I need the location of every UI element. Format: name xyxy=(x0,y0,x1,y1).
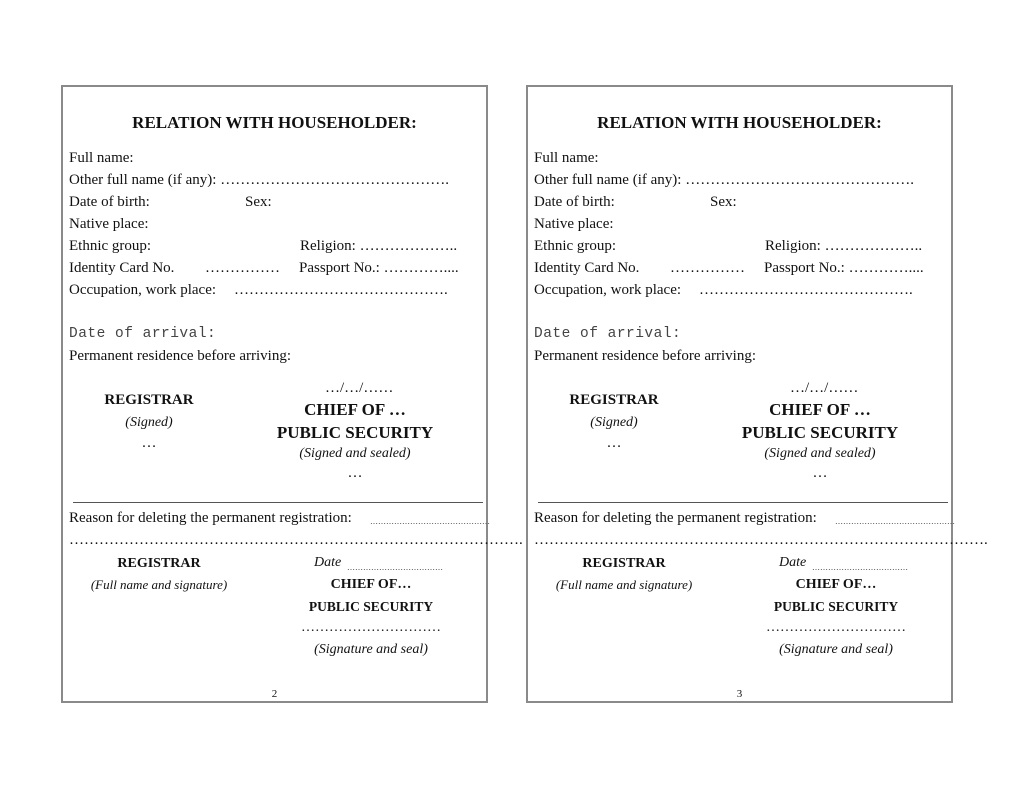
chief-heading-line2: PUBLIC SECURITY xyxy=(276,423,434,442)
deletion-chief-dots: ………………………… xyxy=(766,620,906,635)
other-name-label: Other full name (if any): ………………………………………. xyxy=(534,172,914,188)
deletion-date-dots: ……………………………… xyxy=(812,563,908,572)
deletion-chief-sub: (Signature and seal) xyxy=(779,642,893,657)
deletion-reason-label: Reason for deleting the permanent registration: xyxy=(534,510,817,526)
deletion-date-label: Date xyxy=(314,555,342,570)
deletion-chief-dots: ………………………… xyxy=(301,620,441,635)
id-card-label: Identity Card No. xyxy=(69,260,175,276)
section-divider xyxy=(538,502,948,503)
deletion-chief-line1: CHIEF OF… xyxy=(795,577,877,592)
form-page-left xyxy=(61,85,523,703)
deletion-chief-line1: CHIEF OF… xyxy=(330,577,412,592)
full-name-label: Full name: xyxy=(534,150,599,166)
sex-label: Sex: xyxy=(710,194,737,210)
deletion-reason-dots: ……………………………………… xyxy=(835,517,955,526)
form-title: RELATION WITH HOUSEHOLDER: xyxy=(597,113,882,132)
chief-heading-line1: CHIEF OF … xyxy=(769,400,871,419)
occupation-label: Occupation, work place: xyxy=(69,282,217,298)
passport-label: Passport No.: ………….... xyxy=(299,260,459,276)
deletion-dots-line: ………………………………………………………………………………. xyxy=(69,532,523,548)
registrar-heading: REGISTRAR xyxy=(104,392,194,408)
registrar-ellipsis: … xyxy=(141,435,157,451)
sign-date-line: …/…/…… xyxy=(790,380,859,396)
chief-heading-line2: PUBLIC SECURITY xyxy=(741,423,899,442)
registrar-ellipsis: … xyxy=(606,435,622,451)
id-card-label: Identity Card No. xyxy=(534,260,640,276)
permanent-residence-label: Permanent residence before arriving: xyxy=(69,348,291,364)
form-title: RELATION WITH HOUSEHOLDER: xyxy=(132,113,417,132)
registrar-heading: REGISTRAR xyxy=(569,392,659,408)
id-card-dots: …………… xyxy=(670,260,745,276)
native-place-label: Native place: xyxy=(534,216,614,232)
permanent-residence-label: Permanent residence before arriving: xyxy=(534,348,756,364)
deletion-chief-sub: (Signature and seal) xyxy=(314,642,428,657)
form-page-right xyxy=(526,85,988,703)
dob-label: Date of birth: xyxy=(69,194,150,210)
chief-ellipsis: … xyxy=(812,465,828,481)
religion-label: Religion: ……………….. xyxy=(765,238,923,254)
sign-date-line: …/…/…… xyxy=(325,380,394,396)
occupation-label: Occupation, work place: xyxy=(534,282,682,298)
deletion-chief-line2: PUBLIC SECURITY xyxy=(308,599,434,614)
deletion-registrar-heading: REGISTRAR xyxy=(117,556,201,571)
date-of-arrival-label: Date of arrival: xyxy=(69,326,217,342)
ethnic-group-label: Ethnic group: xyxy=(534,238,617,254)
occupation-dots: ……………………………………. xyxy=(699,282,913,298)
registrar-signed: (Signed) xyxy=(590,415,638,430)
id-card-dots: …………… xyxy=(205,260,280,276)
occupation-dots: ……………………………………. xyxy=(234,282,448,298)
deletion-date-label: Date xyxy=(779,555,807,570)
deletion-reason-label: Reason for deleting the permanent registration: xyxy=(69,510,352,526)
passport-label: Passport No.: ………….... xyxy=(764,260,924,276)
deletion-reason-dots: ……………………………………… xyxy=(370,517,490,526)
section-divider xyxy=(73,502,483,503)
sex-label: Sex: xyxy=(245,194,272,210)
ethnic-group-label: Ethnic group: xyxy=(69,238,152,254)
deletion-date-dots: ……………………………… xyxy=(347,563,443,572)
religion-label: Religion: ……………….. xyxy=(300,238,458,254)
deletion-registrar-heading: REGISTRAR xyxy=(582,556,666,571)
native-place-label: Native place: xyxy=(69,216,149,232)
chief-signed-sealed: (Signed and sealed) xyxy=(299,446,411,461)
page-number: 3 xyxy=(736,688,743,700)
chief-heading-line1: CHIEF OF … xyxy=(304,400,406,419)
date-of-arrival-label: Date of arrival: xyxy=(534,326,682,342)
registrar-signed: (Signed) xyxy=(125,415,173,430)
full-name-label: Full name: xyxy=(69,150,134,166)
dob-label: Date of birth: xyxy=(534,194,615,210)
deletion-registrar-sub: (Full name and signature) xyxy=(555,577,693,592)
deletion-dots-line: ………………………………………………………………………………. xyxy=(534,532,988,548)
deletion-chief-line2: PUBLIC SECURITY xyxy=(773,599,899,614)
other-name-label: Other full name (if any): ………………………………………. xyxy=(69,172,449,188)
chief-ellipsis: … xyxy=(347,465,363,481)
deletion-registrar-sub: (Full name and signature) xyxy=(90,577,228,592)
page-number: 2 xyxy=(271,688,278,700)
chief-signed-sealed: (Signed and sealed) xyxy=(764,446,876,461)
